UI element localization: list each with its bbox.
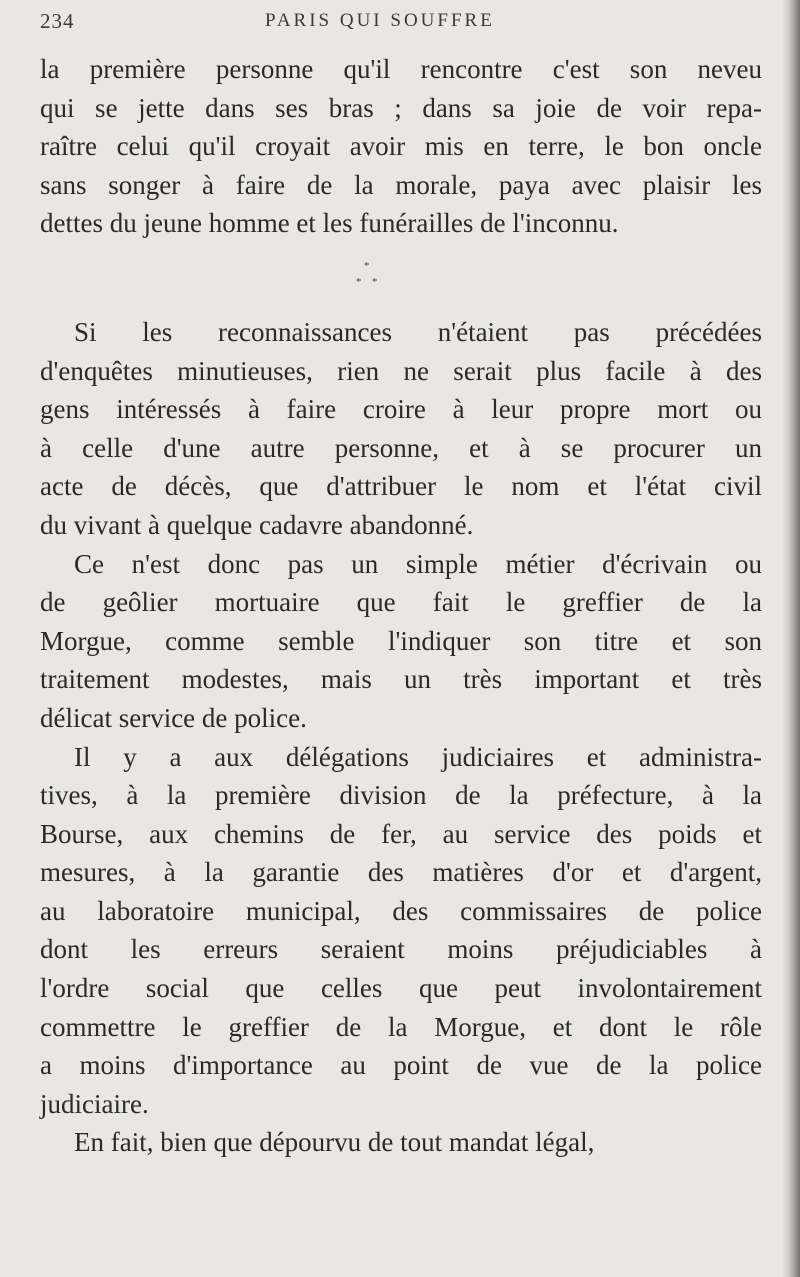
- text-line: acte de décès, que d'attribuer le nom et l'état civil: [40, 471, 762, 502]
- text-line: délicat service de police.: [40, 702, 307, 733]
- text-line: Si les reconnaissances n'étaient pas précédées: [74, 316, 762, 347]
- text-line: qui se jette dans ses bras ; dans sa joie de voir repa-: [40, 92, 762, 123]
- text-line: au laboratoire municipal, des commissaires de police: [40, 895, 762, 926]
- text-line: a moins d'importance au point de vue de la police: [40, 1050, 762, 1081]
- running-head: [40, 4, 780, 38]
- text-line: raître celui qu'il croyait avoir mis en terre, le bon oncle: [40, 131, 762, 162]
- text-line: dettes du jeune homme et les funérailles de l'inconnu.: [40, 208, 619, 239]
- asterisk-glyph: *: [372, 275, 378, 288]
- text-line: dont les erreurs seraient moins préjudiciables à: [40, 934, 762, 965]
- text-line: traitement modestes, mais un très important et très: [40, 664, 762, 695]
- text-line: commettre le greffier de la Morgue, et dont le rôle: [40, 1011, 762, 1042]
- running-title: PARIS QUI SOUFFRE: [265, 10, 495, 31]
- text-line: de geôlier mortuaire que fait le greffier de la: [40, 587, 762, 618]
- section-separator: [40, 243, 762, 313]
- text-line: judiciaire.: [40, 1088, 149, 1119]
- text-line: tives, à la première division de la préfecture, à la: [40, 780, 762, 811]
- asterisk-glyph: *: [356, 275, 362, 288]
- text-line: la première personne qu'il rencontre c'est son neveu: [40, 54, 762, 84]
- text-line: sans songer à faire de la morale, paya avec plaisir les: [40, 169, 762, 200]
- page-number: 234: [40, 9, 75, 33]
- text-line: du vivant à quelque cadavre abandonné.: [40, 509, 474, 540]
- text-line: mesures, à la garantie des matières d'or et d'argent,: [40, 857, 762, 888]
- text-line: En fait, bien que dépourvu de tout mandat légal,: [74, 1127, 595, 1158]
- asterisk-glyph: *: [364, 259, 370, 272]
- text-line: Morgue, comme semble l'indiquer son titre et son: [40, 625, 762, 656]
- text-line: gens intéressés à faire croire à leur propre mort ou: [40, 394, 762, 425]
- text-line: Bourse, aux chemins de fer, au service des poids et: [40, 818, 762, 849]
- text-line: à celle d'une autre personne, et à se procurer un: [40, 432, 762, 463]
- text-line: Ce n'est donc pas un simple métier d'écrivain ou: [74, 548, 762, 579]
- text-line: d'enquêtes minutieuses, rien ne serait plus facile à des: [40, 355, 762, 386]
- text-line: l'ordre social que celles que peut involontairement: [40, 973, 762, 1004]
- body-text: [40, 50, 762, 1162]
- text-line: Il y a aux délégations judiciaires et administra-: [74, 741, 762, 772]
